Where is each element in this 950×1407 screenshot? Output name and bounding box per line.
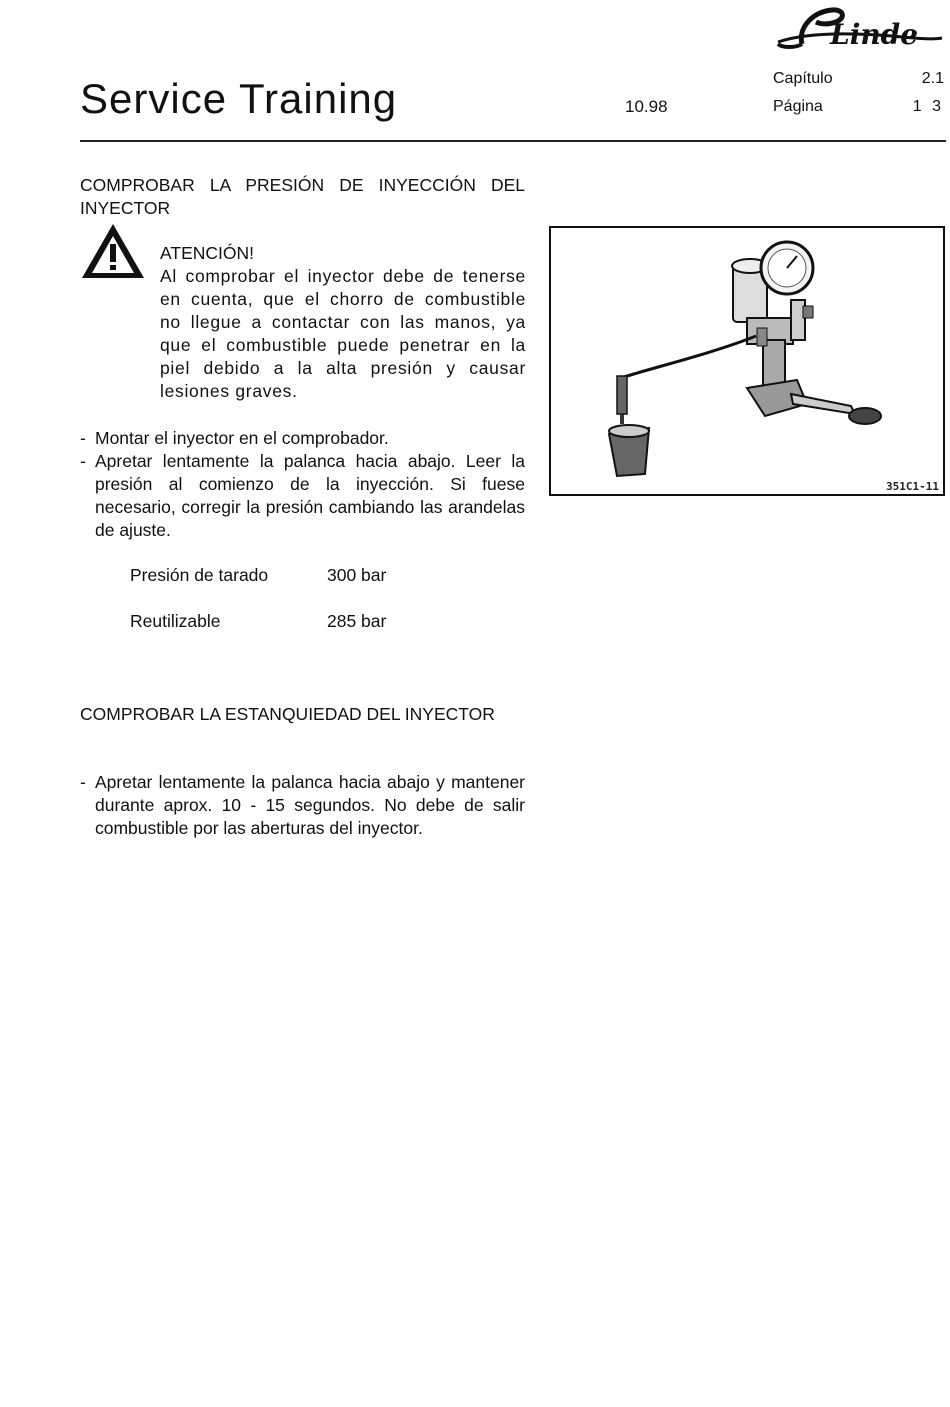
warning-line: lesiones graves. <box>160 381 298 401</box>
header-divider <box>80 140 946 142</box>
warning-line: que el combustible puede penetrar en la <box>160 335 526 355</box>
logo-text: Linde <box>830 18 919 51</box>
warning-block <box>160 242 526 403</box>
section2-heading: COMPROBAR LA ESTANQUIEDAD DEL INYECTOR <box>80 704 495 724</box>
section1-heading: COMPROBAR LA PRESIÓN DE INYECCIÓN DEL INYECTOR <box>80 175 525 218</box>
linde-logo <box>772 4 946 54</box>
figure-code: 351C1-11 <box>886 480 939 493</box>
chapter-value: 2.1 <box>921 70 944 87</box>
section2-steps <box>80 771 525 840</box>
injector-tester-figure <box>549 226 945 496</box>
section1-steps <box>80 427 525 542</box>
warning-line: no llegue a contactar con las manos, ya <box>160 312 526 332</box>
warning-line: en cuenta, que el chorro de combustible <box>160 289 526 309</box>
chapter-label: Capítulo <box>773 70 833 87</box>
warning-line: Al comprobar el inyector debe de tenerse <box>160 266 526 286</box>
step-item: - Apretar lentamente la palanca hacia abajo. Leer la presión al comienzo de la inyección. Si fuese necesario, corregir la presión cambiando las arandelas de ajuste. <box>80 450 525 542</box>
step-item: - Montar el inyector en el comprobador. <box>80 427 525 450</box>
warning-triangle-icon <box>80 222 146 280</box>
warning-line: piel debido a la alta presión y causar <box>160 358 526 378</box>
page-title: Service Training <box>80 75 398 122</box>
spec-value: 285 bar <box>327 611 387 631</box>
warning-title: ATENCIÓN! <box>160 243 254 263</box>
page-value: 1 3 <box>912 98 944 115</box>
spec-value: 300 bar <box>327 565 387 585</box>
spec-label: Reutilizable <box>130 611 221 631</box>
document-date: 10.98 <box>625 97 668 116</box>
injector-tester-illustration <box>551 228 943 494</box>
page-label: Página <box>773 98 823 115</box>
step-item: - Apretar lentamente la palanca hacia abajo y mantener durante aprox. 10 - 15 segundos. No debe de salir combustible por las aberturas del inyector. <box>80 771 525 840</box>
spec-label: Presión de tarado <box>130 565 269 585</box>
